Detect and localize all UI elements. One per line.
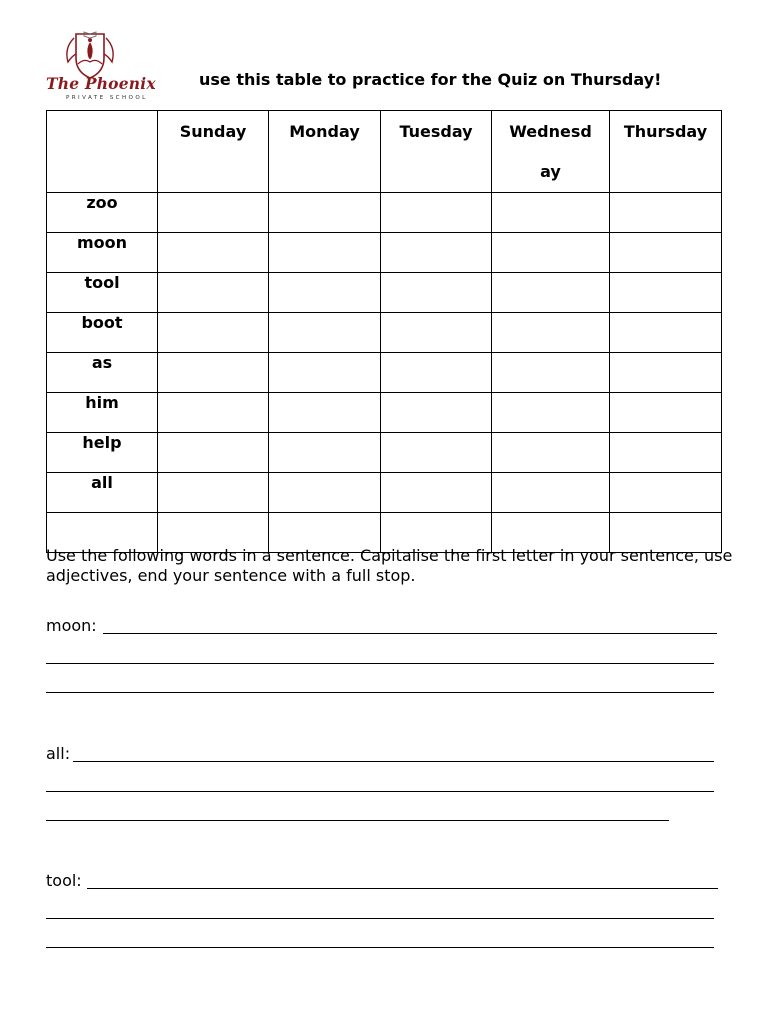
logo-subtitle: PRIVATE SCHOOL xyxy=(66,95,148,101)
word-cell: him xyxy=(47,393,158,433)
writing-line[interactable] xyxy=(103,633,717,634)
word-cell: boot xyxy=(47,313,158,353)
practice-cell[interactable] xyxy=(381,313,492,353)
practice-cell[interactable] xyxy=(610,353,722,393)
word-cell: moon xyxy=(47,233,158,273)
writing-line[interactable] xyxy=(46,791,714,792)
practice-table xyxy=(46,110,722,553)
table-row xyxy=(47,273,722,313)
practice-cell[interactable] xyxy=(492,393,610,433)
exercise-label-tool: tool: xyxy=(46,871,82,890)
header-day-sunday xyxy=(158,111,269,193)
table-row xyxy=(47,313,722,353)
practice-cell[interactable] xyxy=(492,193,610,233)
practice-cell[interactable] xyxy=(381,433,492,473)
day-label: Sunday xyxy=(179,122,247,141)
practice-cell[interactable] xyxy=(269,273,381,313)
header-day-thursday xyxy=(610,111,722,193)
exercise-label-all: all: xyxy=(46,744,71,763)
header-day-wednesday xyxy=(492,111,610,193)
practice-cell[interactable] xyxy=(158,313,269,353)
exercise-label-moon: moon: xyxy=(46,616,97,635)
practice-cell[interactable] xyxy=(381,273,492,313)
table-row xyxy=(47,193,722,233)
practice-cell[interactable] xyxy=(381,393,492,433)
day-label: Wednesd xyxy=(509,122,592,141)
practice-cell[interactable] xyxy=(610,233,722,273)
table-header-row xyxy=(47,111,722,193)
practice-cell[interactable] xyxy=(381,473,492,513)
instructions-text: Use the following words in a sentence. Capitalise the first letter in your sentence, use adjectives, end your sentence with a full stop. xyxy=(46,546,733,585)
practice-cell[interactable] xyxy=(269,313,381,353)
writing-line[interactable] xyxy=(46,663,714,664)
header-empty-cell xyxy=(47,111,158,193)
practice-cell[interactable] xyxy=(381,193,492,233)
practice-cell[interactable] xyxy=(492,233,610,273)
word-cell: as xyxy=(47,353,158,393)
practice-cell[interactable] xyxy=(610,273,722,313)
writing-line[interactable] xyxy=(46,947,714,948)
writing-line[interactable] xyxy=(46,918,714,919)
practice-cell[interactable] xyxy=(492,273,610,313)
page-title: use this table to practice for the Quiz on Thursday! xyxy=(199,70,662,89)
writing-line[interactable] xyxy=(46,820,669,821)
table-row xyxy=(47,233,722,273)
writing-line[interactable] xyxy=(73,761,714,762)
practice-cell[interactable] xyxy=(381,233,492,273)
practice-cell[interactable] xyxy=(610,393,722,433)
practice-cell[interactable] xyxy=(492,353,610,393)
practice-cell[interactable] xyxy=(269,433,381,473)
header-day-tuesday xyxy=(381,111,492,193)
practice-cell[interactable] xyxy=(269,193,381,233)
header-day-monday xyxy=(269,111,381,193)
practice-cell[interactable] xyxy=(492,313,610,353)
practice-cell[interactable] xyxy=(158,273,269,313)
table-row xyxy=(47,353,722,393)
practice-cell[interactable] xyxy=(158,353,269,393)
table-row xyxy=(47,393,722,433)
table-row xyxy=(47,473,722,513)
practice-cell[interactable] xyxy=(610,433,722,473)
school-logo xyxy=(44,28,196,104)
logo-name: The Phoenix xyxy=(46,74,156,93)
practice-cell[interactable] xyxy=(492,433,610,473)
practice-cell[interactable] xyxy=(610,193,722,233)
practice-cell[interactable] xyxy=(269,353,381,393)
writing-line[interactable] xyxy=(46,692,714,693)
practice-cell[interactable] xyxy=(269,473,381,513)
word-cell: tool xyxy=(47,273,158,313)
practice-cell[interactable] xyxy=(158,393,269,433)
day-label: Thursday xyxy=(623,122,708,141)
practice-cell[interactable] xyxy=(158,193,269,233)
practice-cell[interactable] xyxy=(158,473,269,513)
table-row xyxy=(47,433,722,473)
day-label-cont: ay xyxy=(540,162,561,181)
word-cell: zoo xyxy=(47,193,158,233)
writing-line[interactable] xyxy=(87,888,718,889)
practice-cell[interactable] xyxy=(158,433,269,473)
practice-cell[interactable] xyxy=(610,313,722,353)
practice-cell[interactable] xyxy=(158,233,269,273)
day-label: Monday xyxy=(289,122,360,141)
practice-cell[interactable] xyxy=(610,473,722,513)
practice-cell[interactable] xyxy=(269,393,381,433)
practice-cell[interactable] xyxy=(381,353,492,393)
word-cell: all xyxy=(47,473,158,513)
practice-cell[interactable] xyxy=(269,233,381,273)
practice-cell[interactable] xyxy=(492,473,610,513)
word-cell: help xyxy=(47,433,158,473)
day-label: Tuesday xyxy=(399,122,473,141)
